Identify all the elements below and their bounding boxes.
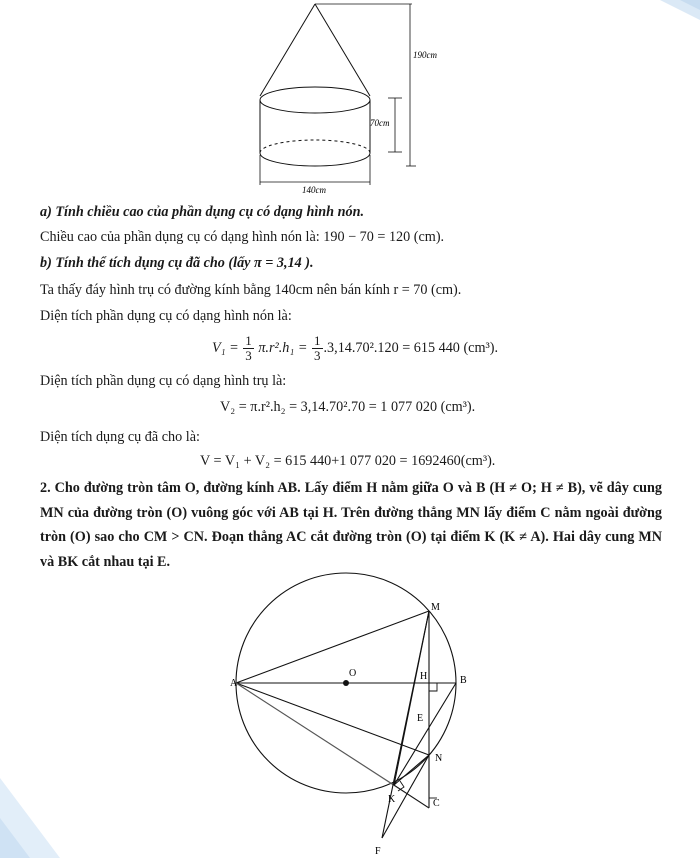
radius-line: Ta thấy đáy hình trụ có đường kính bằng 140cm nên bán kính r = 70 (cm). — [40, 282, 462, 298]
figure-cone-cylinder — [240, 0, 460, 196]
label-H: H — [420, 671, 428, 682]
frac-num-a: 1 — [245, 333, 252, 348]
label-C: C — [433, 798, 440, 809]
label-140cm: 140cm — [302, 185, 326, 195]
label-E: E — [417, 713, 424, 724]
label-190cm: 190cm — [413, 50, 437, 60]
label-K: K — [388, 794, 396, 805]
cylinder-volume-label: Diện tích phần dụng cụ có dạng hình trụ là: — [40, 373, 287, 389]
label-B: B — [460, 675, 467, 686]
part-a-heading: a) Tính chiều cao của phần dụng cụ có dạng hình nón. — [40, 204, 365, 220]
cylinder-volume-formula: V₂ = π.r².h₂ = 3,14.70².70 = 1 077 020 (cm³). — [220, 399, 476, 415]
cone-rest: .3,14.70².120 = 615 440 (cm³). — [323, 339, 499, 356]
label-F: F — [375, 846, 381, 857]
cone-volume-label: Diện tích phần dụng cụ có dạng hình nón là: — [40, 308, 292, 324]
fraction-one-third-a — [243, 334, 254, 363]
cone-volume-formula — [212, 334, 498, 363]
total-volume-label: Diện tích dụng cụ đã cho là: — [40, 429, 200, 445]
cone-mid: π.r².h₁ = — [258, 339, 308, 356]
label-M: M — [431, 602, 440, 613]
label-O: O — [349, 668, 357, 679]
fraction-one-third-b — [312, 334, 323, 363]
part-a-answer: Chiều cao của phần dụng cụ có dạng hình nón là: 190 − 70 = 120 (cm). — [40, 229, 445, 245]
label-N: N — [435, 753, 443, 764]
label-A: A — [230, 678, 238, 689]
problem-2-statement: 2. Cho đường tròn tâm O, đường kính AB. Lấy điểm H nằm giữa O và B (H ≠ O; H ≠ B), vẽ dây cung MN của đường tròn (O) vuông góc với AB tại H. Trên đường thẳng MN lấy điểm C nằm ngoài đường tròn (O) sao cho CM > CN. Đoạn thẳng AC cắt đường tròn (O) tại điểm K (K ≠ A). Hai dây cung MN và BK cắt nhau tại E. — [40, 480, 662, 570]
frac-den-a: 3 — [245, 348, 252, 363]
figure-circle-geometry — [226, 568, 476, 858]
corner-decoration-top-right — [630, 0, 700, 40]
frac-den-b: 3 — [314, 348, 321, 363]
frac-num-b: 1 — [314, 333, 321, 348]
part-b-heading: b) Tính thể tích dụng cụ đã cho (lấy π = 3,14 ). — [40, 255, 314, 271]
cone-v1: V₁ = — [212, 339, 239, 356]
corner-decoration-bottom-left — [0, 738, 90, 858]
label-70cm: 70cm — [370, 118, 390, 128]
total-volume-formula: V = V₁ + V₂ = 615 440+1 077 020 = 1692460(cm³). — [200, 453, 496, 469]
